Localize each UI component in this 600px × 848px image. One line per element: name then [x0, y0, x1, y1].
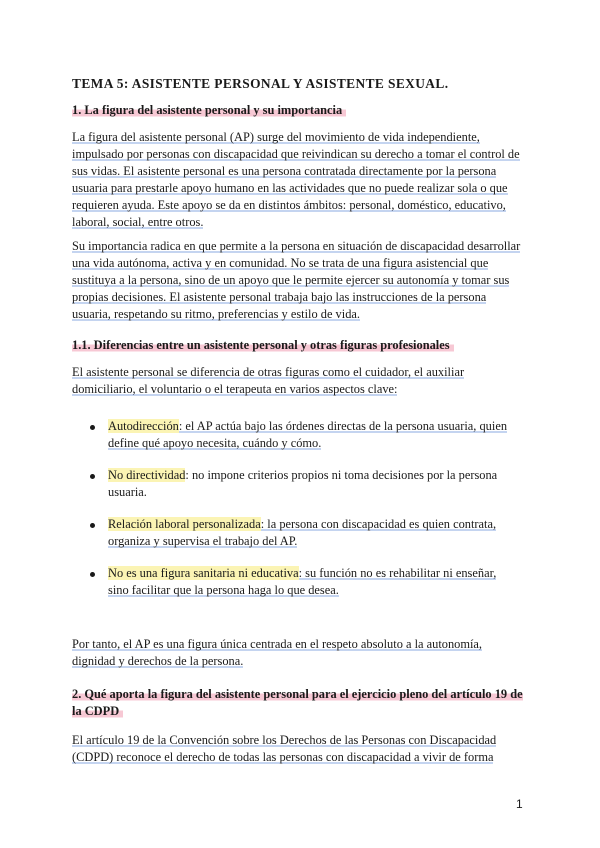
list-item-term: No es una figura sanitaria ni educativa	[108, 566, 299, 580]
section-1-paragraph-2	[72, 238, 528, 323]
bullet-icon	[90, 425, 95, 430]
section-2-heading	[72, 686, 527, 720]
section-1-paragraph-2-text: Su importancia radica en que permite a la persona en situación de discapacidad desarrollar una vida autónoma, activa y en comunidad. No se trata de una figura asistencial que sustituya a la persona, sino de un apoyo que le permite ejercer su autonomía y tomar sus propias decisiones. El asistente personal trabaja bajo las instrucciones de la persona usuaria, respetando su ritmo, preferencias y estilo de vida.	[72, 239, 521, 321]
bullet-icon	[90, 523, 95, 528]
bullet-icon	[90, 474, 95, 479]
section-2-paragraph-1	[72, 732, 528, 766]
list-item-text	[108, 565, 508, 599]
section-1-1-conclusion-text: Por tanto, el AP es una figura única centrada en el respeto absoluto a la autonomía, dignidad y derechos de la persona.	[72, 637, 483, 668]
section-1-1-intro-text: El asistente personal se diferencia de otras figuras como el cuidador, el auxiliar domiciliario, el voluntario o el terapeuta en varios aspectos clave:	[72, 365, 465, 396]
section-2-paragraph-1-text: El artículo 19 de la Convención sobre los Derechos de las Personas con Discapacidad (CDPD) reconoce el derecho de todas las personas con discapacidad a vivir de forma	[72, 733, 497, 764]
list-item-term: Autodirección	[108, 419, 179, 433]
list-item-description: : su función no es rehabilitar ni enseñar, sino facilitar que la persona haga lo que desea.	[108, 566, 497, 597]
document-title: TEMA 5: ASISTENTE PERSONAL Y ASISTENTE SEXUAL.	[72, 76, 449, 91]
list-item-text	[108, 516, 508, 550]
section-1-paragraph-1	[72, 129, 528, 231]
section-1-1-conclusion	[72, 636, 528, 670]
section-1-1-heading-text: 1.1. Diferencias entre un asistente personal y otras figuras profesionales	[72, 338, 454, 352]
section-1-1-heading	[72, 338, 454, 353]
page-number: 1	[516, 797, 523, 811]
section-1-1-intro	[72, 364, 528, 398]
list-item-term: Relación laboral personalizada	[108, 517, 261, 531]
list-item-description: : la persona con discapacidad es quien contrata, organiza y supervisa el trabajo del AP.	[108, 517, 497, 548]
list-item-term: No directividad	[108, 468, 186, 482]
section-1-heading-text: 1. La figura del asistente personal y su importancia	[72, 103, 346, 117]
section-1-paragraph-1-text: La figura del asistente personal (AP) surge del movimiento de vida independiente, impulsado por personas con discapacidad que reivindican su derecho a tomar el control de sus vidas. El asistente personal es una persona contratada directamente por la persona usuaria para prestarle apoyo humano en las actividades que no puede realizar sola o que requieren ayuda. Este apoyo se da en distintos ámbitos: personal, doméstico, educativo, laboral, social, entre otros.	[72, 130, 520, 229]
list-item-description: : el AP actúa bajo las órdenes directas de la persona usuaria, quien define qué apoyo necesita, cuándo y cómo.	[108, 419, 508, 450]
list-item-text	[108, 418, 508, 452]
bullet-icon	[90, 572, 95, 577]
section-1-heading	[72, 103, 346, 118]
list-item-description: : no impone criterios propios ni toma decisiones por la persona usuaria.	[108, 468, 498, 499]
section-2-heading-text: 2. Qué aporta la figura del asistente personal para el ejercicio pleno del artículo 19 de la CDPD	[72, 687, 523, 718]
list-item-text	[108, 467, 508, 501]
